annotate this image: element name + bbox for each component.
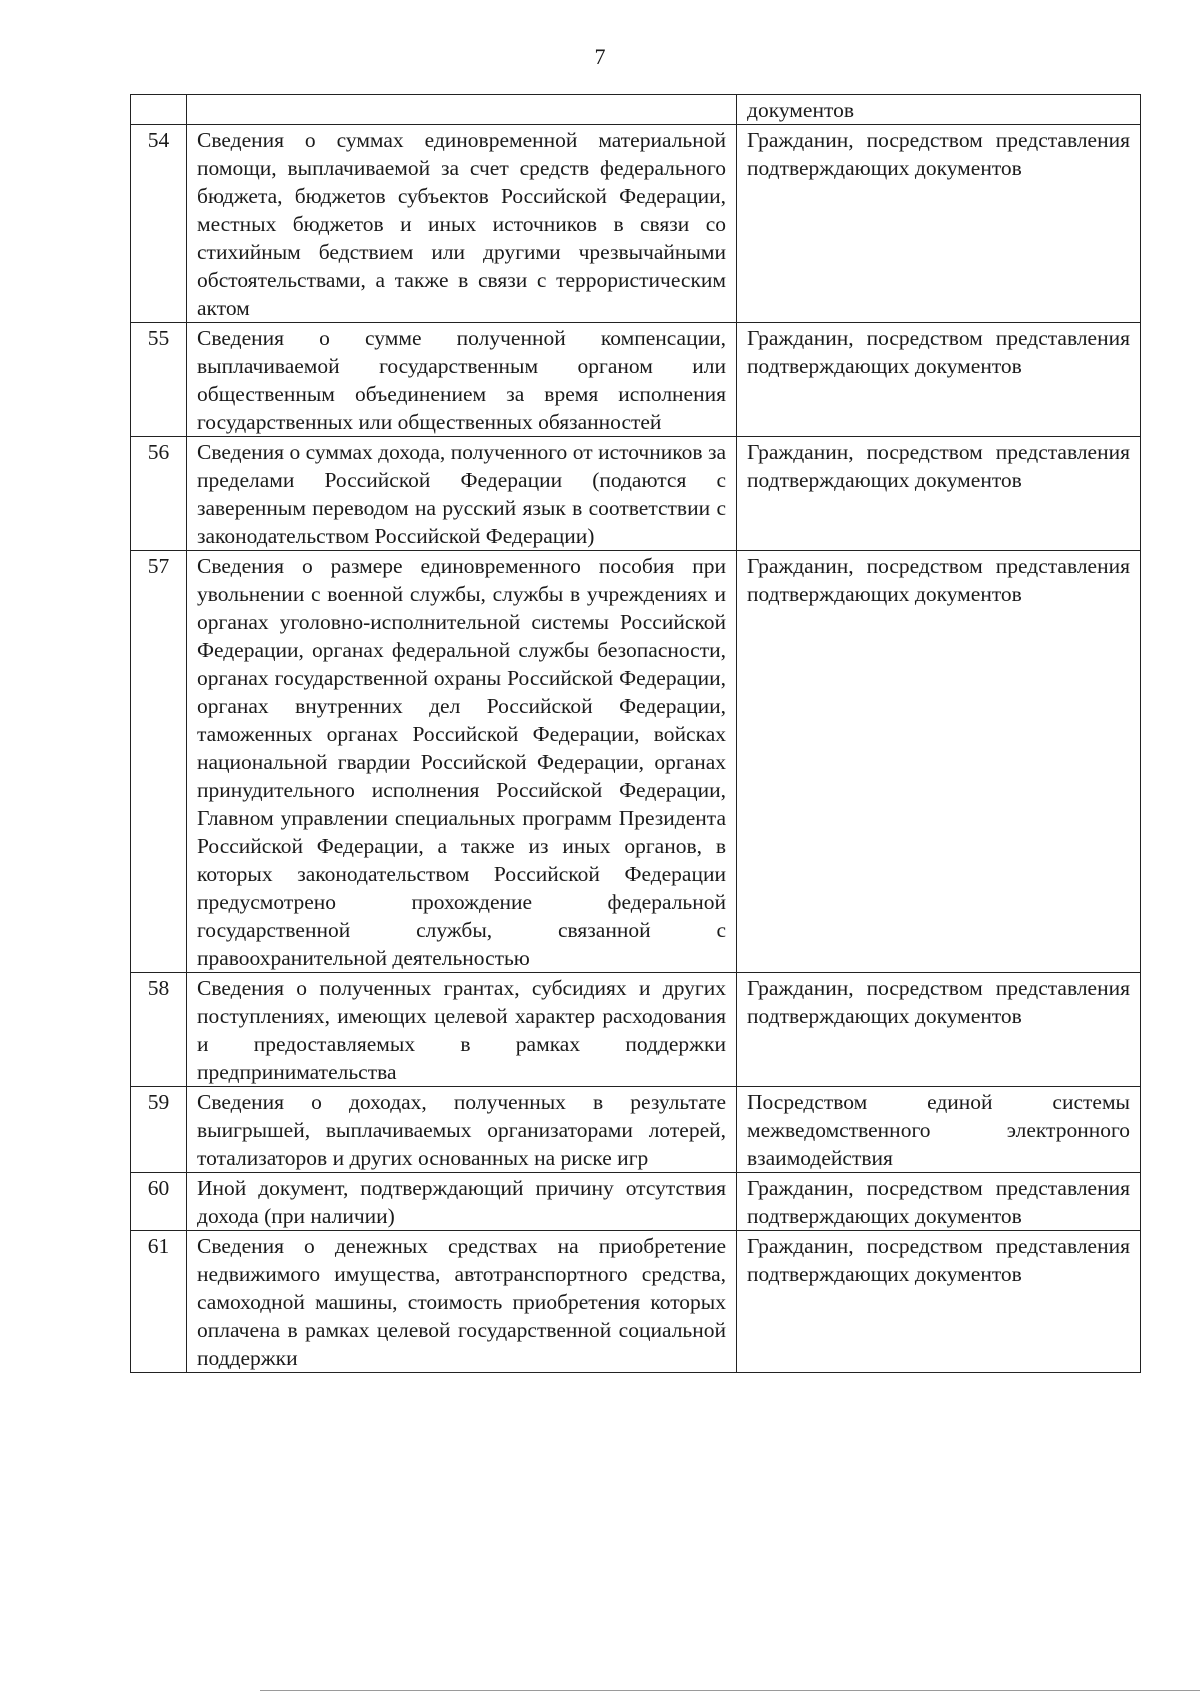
row-submission-method: Гражданин, посредством представления подтверждающих документов xyxy=(737,1173,1141,1231)
row-number: 54 xyxy=(131,125,187,323)
row-number: 57 xyxy=(131,551,187,973)
row-description: Иной документ, подтверждающий причину отсутствия дохода (при наличии) xyxy=(187,1173,737,1231)
table-row xyxy=(131,973,1141,1087)
table-row xyxy=(131,1173,1141,1231)
row-description: Сведения о доходах, полученных в результате выигрышей, выплачиваемых организаторами лотерей, тотализаторов и других основанных на риске игр xyxy=(187,1087,737,1173)
row-description: Сведения о размере единовременного пособия при увольнении с военной службы, службы в учреждениях и органах уголовно-исполнительной системы Российской Федерации, органах федеральной службы безопасности, органах государственной охраны Российской Федерации, органах внутренних дел Российской Федерации, таможенных органах Российской Федерации, войсках национальной гвардии Российской Федерации, органах принудительного исполнения Российской Федерации, Главном управлении специальных программ Президента Российской Федерации, а также из иных органов, в которых законодательством Российской Федерации предусмотрено прохождение федеральной государственной службы, связанной с правоохранительной деятельностью xyxy=(187,551,737,973)
row-number: 58 xyxy=(131,973,187,1087)
row-submission-method: Гражданин, посредством представления подтверждающих документов xyxy=(737,551,1141,973)
row-description: Сведения о суммах дохода, полученного от источников за пределами Российской Федерации (подаются с заверенным переводом на русский язык в соответствии с законодательством Российской Федерации) xyxy=(187,437,737,551)
row-description: Сведения о суммах единовременной материальной помощи, выплачиваемой за счет средств федерального бюджета, бюджетов субъектов Российской Федерации, местных бюджетов и иных источников в связи со стихийным бедствием или другими чрезвычайными обстоятельствами, а также в связи с террористическим актом xyxy=(187,125,737,323)
row-submission-method: документов xyxy=(737,95,1141,125)
row-submission-method: Посредством единой системы межведомственного электронного взаимодействия xyxy=(737,1087,1141,1173)
table-row xyxy=(131,1231,1141,1373)
row-number xyxy=(131,95,187,125)
row-number: 61 xyxy=(131,1231,187,1373)
row-submission-method: Гражданин, посредством представления подтверждающих документов xyxy=(737,125,1141,323)
row-description: Сведения о денежных средствах на приобретение недвижимого имущества, автотранспортного средства, самоходной машины, стоимость приобретения которых оплачена в рамках целевой государственной социальной поддержки xyxy=(187,1231,737,1373)
page-number: 7 xyxy=(594,44,606,69)
table-row xyxy=(131,323,1141,437)
row-number: 55 xyxy=(131,323,187,437)
row-description xyxy=(187,95,737,125)
table-row xyxy=(131,1087,1141,1173)
row-description: Сведения о полученных грантах, субсидиях и других поступлениях, имеющих целевой характер расходования и предоставляемых в рамках поддержки предпринимательства xyxy=(187,973,737,1087)
row-submission-method: Гражданин, посредством представления подтверждающих документов xyxy=(737,973,1141,1087)
table-row xyxy=(131,551,1141,973)
table-row-continuation xyxy=(131,95,1141,125)
table-row xyxy=(131,437,1141,551)
row-submission-method: Гражданин, посредством представления подтверждающих документов xyxy=(737,323,1141,437)
row-number: 56 xyxy=(131,437,187,551)
row-number: 59 xyxy=(131,1087,187,1173)
table-row xyxy=(131,125,1141,323)
row-submission-method: Гражданин, посредством представления подтверждающих документов xyxy=(737,437,1141,551)
row-description: Сведения о сумме полученной компенсации, выплачиваемой государственным органом или общественным объединением за время исполнения государственных или общественных обязанностей xyxy=(187,323,737,437)
row-submission-method: Гражданин, посредством представления подтверждающих документов xyxy=(737,1231,1141,1373)
documents-table xyxy=(130,94,1141,1373)
row-number: 60 xyxy=(131,1173,187,1231)
page-bottom-divider xyxy=(260,1690,1200,1691)
